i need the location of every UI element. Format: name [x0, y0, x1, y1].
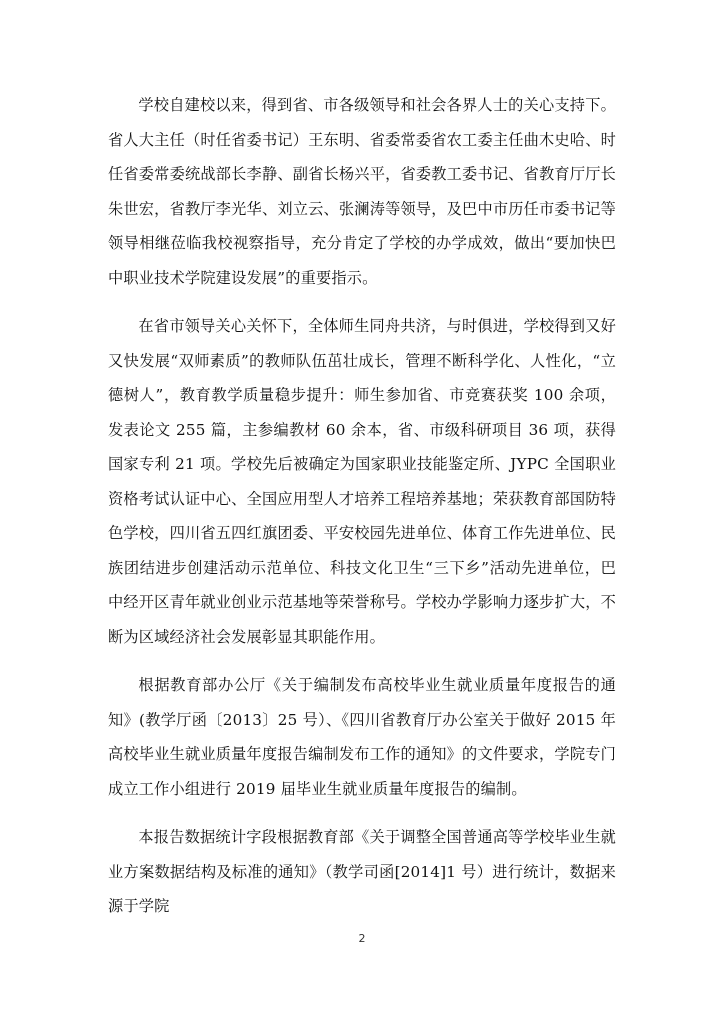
document-body [108, 88, 616, 938]
paragraph-report-basis: 根据教育部办公厅《关于编制发布高校毕业生就业质量年度报告的通知》(教学厅函〔2013〕25 号）、《四川省教育厅办公室关于做好 2015 年高校毕业生就业质量年度报告编制发布工作的通知》的文件要求，学院专门成立工作小组进行 2019 届毕业生就业质量年度报告的编制。 [108, 676, 616, 798]
page-number: 2 [358, 932, 366, 945]
paragraph-data-sources: 本报告数据统计字段根据教育部《关于调整全国普通高等学校毕业生就业方案数据结构及标准的通知》（教学司函[2014]1 号）进行统计，数据来源于学院 [108, 828, 616, 915]
paragraph-school-achievements: 在省市领导关心关怀下，全体师生同舟共济，与时俱进，学校得到又好又快发展“双师素质”的教师队伍茁壮成长，管理不断科学化、人性化，“立德树人”，教育教学质量稳步提升：师生参加省、市竞赛获奖 100 余项，发表论文 255 篇，主参编教材 60 余本，省、市级科研项目 36 项，获得国家专利 21 项。学校先后被确定为国家职业技能鉴定所、JYPC 全国职业资格考试认证中心、全国应用型人才培养工程培养基地；荣获教育部国防特色学校，四川省五四红旗团委、平安校园先进单位、体育工作先进单位、民族团结进步创建活动示范单位、科技文化卫生“三下乡”活动先进单位，巴中经开区青年就业创业示范基地等荣誉称号。学校办学影响力逐步扩大，不断为区域经济社会发展彰显其职能作用。 [108, 317, 616, 646]
paragraph-school-leadership-support: 学校自建校以来，得到省、市各级领导和社会各界人士的关心支持下。省人大主任（时任省委书记）王东明、省委常委省农工委主任曲木史哈、时任省委常委统战部长李静、副省长杨兴平，省委教工委书记、省教育厅厅长朱世宏，省教厅李光华、刘立云、张澜涛等领导，及巴中市历任市委书记等领导相继莅临我校视察指导，充分肯定了学校的办学成效，做出“要加快巴中职业技术学院建设发展”的重要指示。 [108, 96, 616, 287]
